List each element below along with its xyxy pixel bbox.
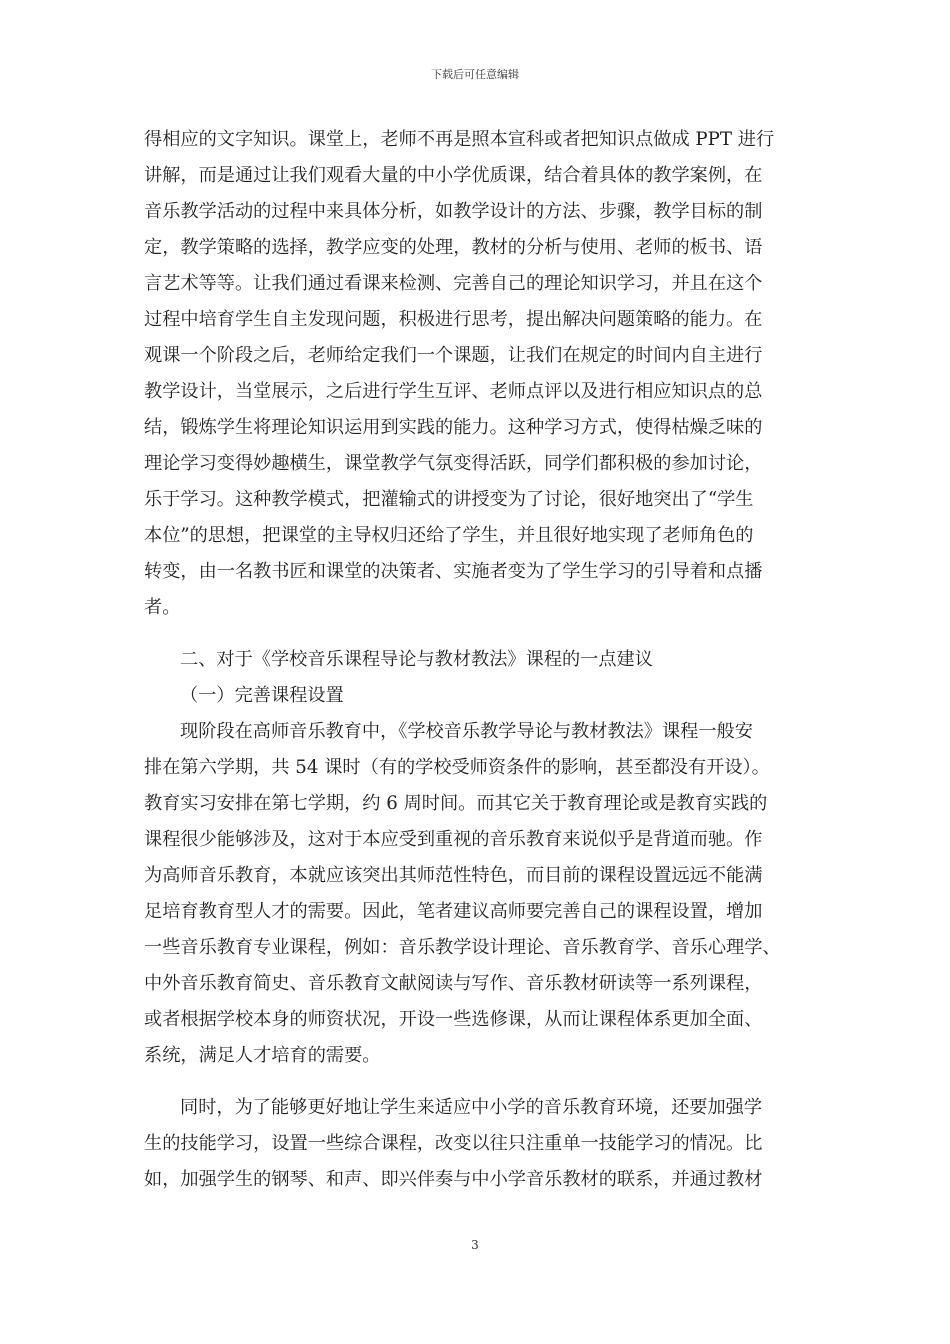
text-line: 结，锻炼学生将理论知识运用到实践的能力。这种学习方式，使得枯燥乏味的 <box>144 417 763 438</box>
text-line: 转变，由一名教书匠和课堂的决策者、实施者变为了学生学习的引导着和点播 <box>144 561 763 582</box>
text-line: 理论学习变得妙趣横生，课堂教学气氛变得活跃，同学们都积极的参加讨论， <box>144 453 763 474</box>
text-line: 系统，满足人才培育的需要。 <box>144 1045 381 1066</box>
subsection-heading: （一）完善课程设置 <box>180 685 344 706</box>
page-number: 3 <box>471 1238 479 1252</box>
section-heading: 二、对于《学校音乐课程导论与教材教法》课程的一点建议 <box>180 649 653 670</box>
text-line: 教学设计，当堂展示，之后进行学生互评、老师点评以及进行相应知识点的总 <box>144 381 763 402</box>
text-line: 者。 <box>144 597 181 618</box>
text-line: 排在第六学期，共 54 课时（有的学校受师资条件的影响，甚至都没有开设）。 <box>144 757 770 778</box>
text-line: 如，加强学生的钢琴、和声、即兴伴奏与中小学音乐教材的联系，并通过教材 <box>144 1169 763 1190</box>
text-line: 定，教学策略的选择，教学应变的处理，教材的分析与使用、老师的板书、语 <box>144 237 763 258</box>
text-line: 言艺术等等。让我们通过看课来检测、完善自己的理论知识学习，并且在这个 <box>144 273 763 294</box>
text-line: 教育实习安排在第七学期，约 6 周时间。而其它关于教育理论或是教育实践的 <box>144 793 768 814</box>
text-line: 生的技能学习，设置一些综合课程，改变以往只注重单一技能学习的情况。比 <box>144 1133 763 1154</box>
text-line: 本位”的思想，把课堂的主导权归还给了学生，并且很好地实现了老师角色的 <box>144 525 754 546</box>
page-header: 下载后可任意编辑 <box>431 68 519 81</box>
text-line: 现阶段在高师音乐教育中，《学校音乐教学导论与教材教法》课程一般安 <box>180 721 753 742</box>
text-line: 足培育教育型人才的需要。因此，笔者建议高师要完善自己的课程设置，增加 <box>144 901 763 922</box>
text-line: 音乐教学活动的过程中来具体分析，如教学设计的方法、步骤，教学目标的制 <box>144 201 763 222</box>
text-line: 同时，为了能够更好地让学生来适应中小学的音乐教育环境，还要加强学 <box>180 1097 763 1118</box>
text-line: 观课一个阶段之后，老师给定我们一个课题，让我们在规定的时间内自主进行 <box>144 345 763 366</box>
text-line: 过程中培育学生自主发现问题，积极进行思考，提出解决问题策略的能力。在 <box>144 309 763 330</box>
text-line: 为高师音乐教育，本就应该突出其师范性特色，而目前的课程设置远远不能满 <box>144 865 763 886</box>
text-line: 中外音乐教育简史、音乐教育文献阅读与写作、音乐教材研读等一系列课程， <box>144 973 763 994</box>
text-line: 讲解，而是通过让我们观看大量的中小学优质课，结合着具体的教学案例，在 <box>144 165 763 186</box>
text-line: 一些音乐教育专业课程，例如：音乐教学设计理论、音乐教育学、音乐心理学、 <box>144 937 781 958</box>
text-line: 得相应的文字知识。课堂上，老师不再是照本宣科或者把知识点做成 PPT 进行 <box>144 129 775 150</box>
text-line: 课程很少能够涉及，这对于本应受到重视的音乐教育来说似乎是背道而驰。作 <box>144 829 763 850</box>
text-line: 或者根据学校本身的师资状况，开设一些选修课，从而让课程体系更加全面、 <box>144 1009 763 1030</box>
text-line: 乐于学习。这种教学模式，把灌输式的讲授变为了讨论，很好地突出了“学生 <box>144 489 754 510</box>
